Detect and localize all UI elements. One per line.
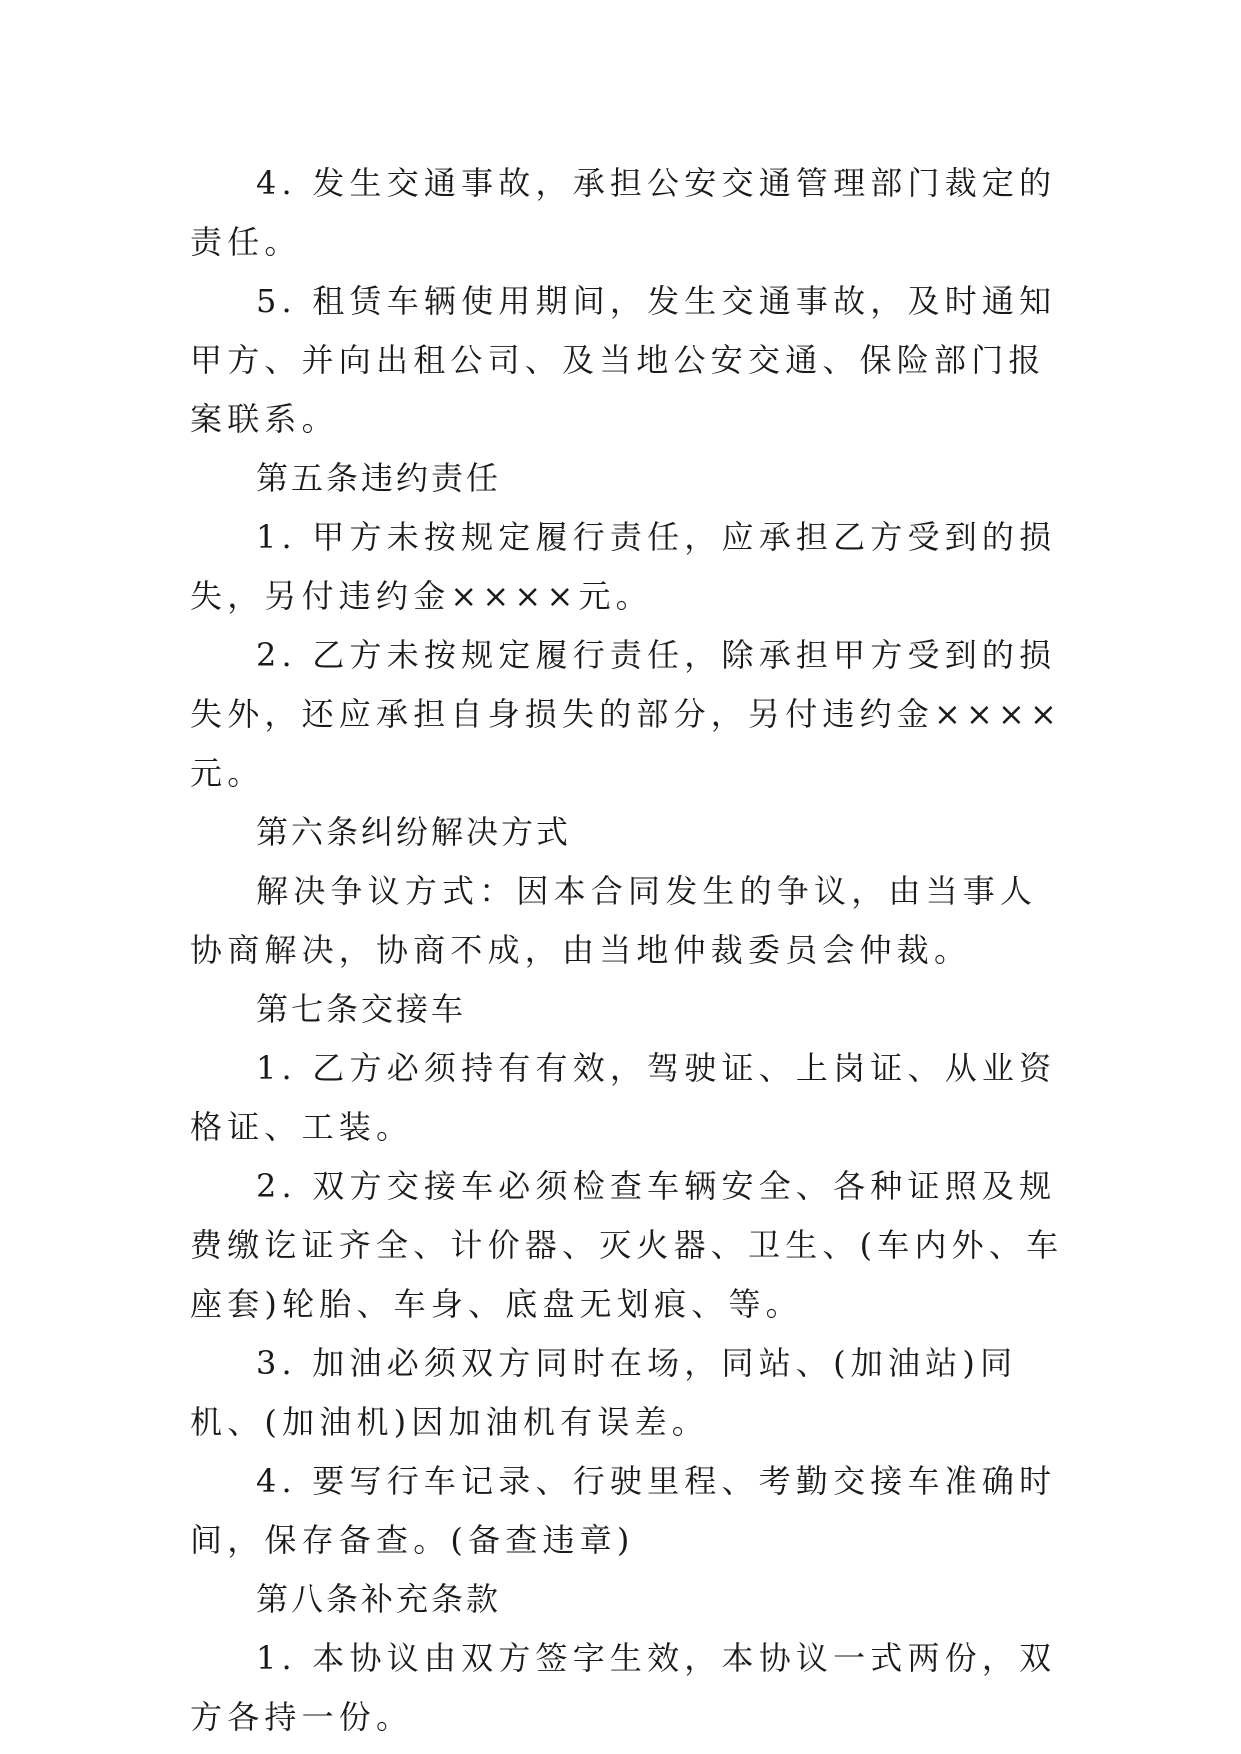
clause-paragraph: 4. 发生交通事故，承担公安交通管理部门裁定的责任。 (190, 164, 1057, 261)
clause-paragraph: 解决争议方式：因本合同发生的争议，由当事人协商解决，协商不成，由当地仲裁委员会仲裁。 (190, 872, 1038, 969)
article-heading: 第五条违约责任 (256, 459, 502, 497)
document-body (190, 154, 1070, 1747)
clause-paragraph: 1. 本协议由双方签字生效，本协议一式两份，双方各持一份。 (190, 1639, 1057, 1736)
clause-paragraph: 4. 要写行车记录、行驶里程、考勤交接车准确时间，保存备查。(备查违章) (190, 1462, 1057, 1559)
article-heading: 第八条补充条款 (256, 1580, 502, 1618)
clause-paragraph: 1. 甲方未按规定履行责任，应承担乙方受到的损失，另付违约金××××元。 (190, 518, 1057, 615)
clause-paragraph: 2. 双方交接车必须检查车辆安全、各种证照及规费缴讫证齐全、计价器、灭火器、卫生、(车内外、车座套)轮胎、车身、底盘无划痕、等。 (190, 1167, 1064, 1323)
clause-paragraph: 2. 乙方未按规定履行责任，除承担甲方受到的损失外，还应承担自身损失的部分，另付违约金××××元。 (190, 636, 1063, 792)
clause-paragraph: 3. 加油必须双方同时在场，同站、(加油站)同机、(加油机)因加油机有误差。 (190, 1344, 1018, 1441)
clause-paragraph: 1. 乙方必须持有有效，驾驶证、上岗证、从业资格证、工装。 (190, 1049, 1057, 1146)
article-heading: 第七条交接车 (256, 990, 467, 1028)
clause-paragraph: 5. 租赁车辆使用期间，发生交通事故，及时通知甲方、并向出租公司、及当地公安交通、保险部门报案联系。 (190, 282, 1057, 438)
article-heading: 第六条纠纷解决方式 (256, 813, 572, 851)
